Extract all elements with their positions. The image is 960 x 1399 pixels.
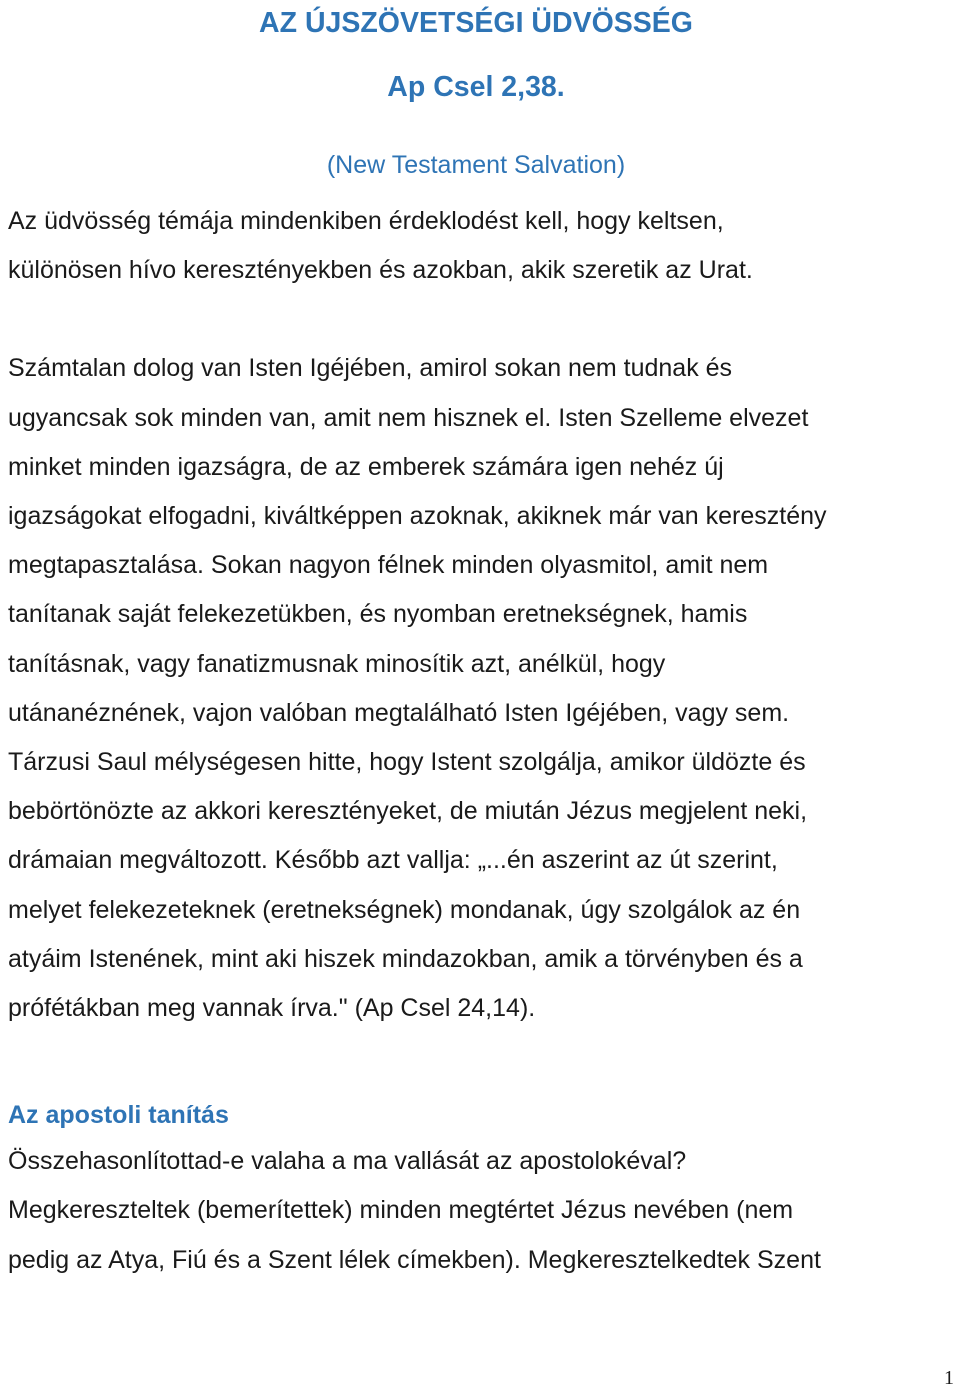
paragraph-body: [8, 344, 952, 1033]
scripture-reference: Ap Csel 2,38.: [387, 71, 565, 103]
document-page: [8, 0, 952, 1285]
text-line: megtapasztalása. Sokan nagyon félnek minden olyasmitol, amit nem: [8, 551, 769, 580]
text-line: ugyancsak sok minden van, amit nem hisznek el. Isten Szelleme elvezet: [8, 403, 809, 432]
document-title: AZ ÚJSZÖVETSÉGI ÜDVÖSSÉG: [259, 7, 693, 39]
section-heading: Az apostoli tanítás: [8, 1101, 229, 1130]
text-line: utánanéznének, vajon valóban megtalálható Isten Igéjében, vagy sem.: [8, 698, 790, 727]
text-line: minket minden igazságra, de az emberek számára igen nehéz új: [8, 452, 724, 481]
text-line: atyáim Istenének, mint aki hiszek mindazokban, amik a törvényben és a: [8, 944, 803, 973]
page-number: 1: [944, 1367, 954, 1389]
text-line: tanításnak, vagy fanatizmusnak minosítik azt, anélkül, hogy: [8, 649, 666, 678]
text-line: igazságokat elfogadni, kiváltképpen azoknak, akiknek már van keresztény: [8, 502, 827, 531]
text-line: Megkereszteltek (bemerítettek) minden megtértet Jézus nevében (nem: [8, 1196, 794, 1225]
text-line: drámaian megváltozott. Később azt vallja: „...én aszerint az út szerint,: [8, 846, 778, 875]
text-line: különösen hívo keresztényekben és azokban, akik szeretik az Urat.: [8, 256, 753, 285]
text-line: Tárzusi Saul mélységesen hitte, hogy Istent szolgálja, amikor üldözte és: [8, 748, 806, 777]
document-subtitle: (New Testament Salvation): [326, 151, 626, 179]
paragraph-apostolic: [8, 1137, 952, 1285]
text-line: prófétákban meg vannak írva." (Ap Csel 24,14).: [8, 994, 536, 1023]
text-line: pedig az Atya, Fiú és a Szent lélek címekben). Megkeresztelkedtek Szent: [8, 1245, 821, 1274]
text-line: tanítanak saját felekezetükben, és nyomban eretnekségnek, hamis: [8, 600, 748, 629]
text-line: Összehasonlítottad-e valaha a ma vallását az apostolokéval?: [8, 1147, 687, 1176]
paragraph-intro: [8, 197, 952, 295]
text-line: bebörtönözte az akkori keresztényeket, de miután Jézus megjelent neki,: [8, 797, 808, 826]
text-line: melyet felekezeteknek (eretnekségnek) mondanak, úgy szolgálok az én: [8, 895, 801, 924]
text-line: Az üdvösség témája mindenkiben érdeklodést kell, hogy keltsen,: [8, 207, 724, 235]
text-line: Számtalan dolog van Isten Igéjében, amirol sokan nem tudnak és: [8, 354, 733, 383]
